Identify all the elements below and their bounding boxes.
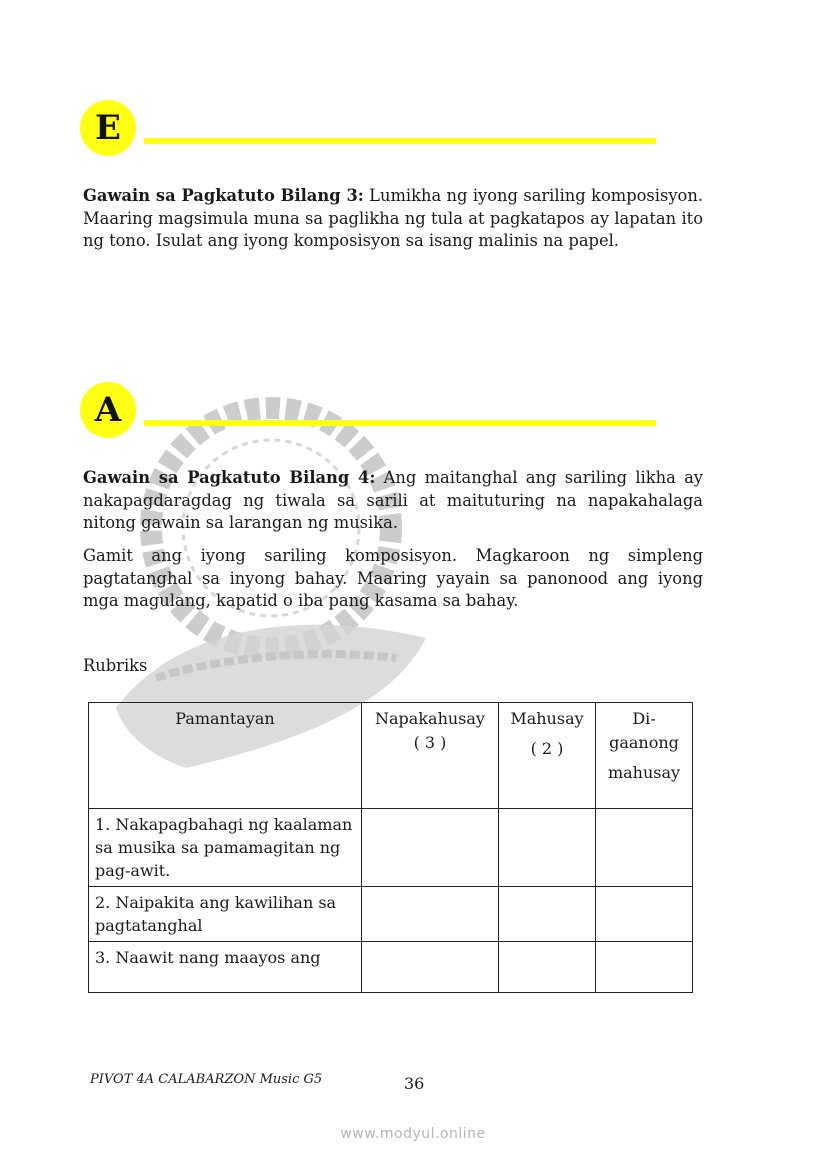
activity-4-paragraph	[83, 467, 703, 535]
website-url: www.modyul.online	[340, 1126, 486, 1142]
criteria-cell-3: 3. Naawit nang maayos ang	[89, 942, 362, 993]
score-cell	[362, 809, 499, 887]
score-cell	[596, 942, 693, 993]
score-cell	[499, 942, 596, 993]
score-cell	[362, 887, 499, 942]
score-cell	[499, 809, 596, 887]
header-di-gaanong-mahusay	[596, 703, 693, 809]
header-mahusay-score: ( 2 )	[530, 739, 564, 758]
section-e-badge: E	[80, 100, 136, 156]
rubric-table	[88, 702, 693, 993]
header-criteria: Pamantayan	[89, 703, 362, 809]
footer-source: PIVOT 4A CALABARZON Music G5	[90, 1072, 323, 1087]
header-h3-line2: gaanong	[609, 733, 679, 752]
score-cell	[499, 887, 596, 942]
header-mahusay	[499, 703, 596, 809]
table-row	[89, 887, 693, 942]
header-h3-line1: Di-	[632, 709, 656, 728]
score-cell	[596, 887, 693, 942]
section-a-badge: A	[80, 382, 136, 438]
rubric-header-row	[89, 703, 693, 809]
section-a-header	[80, 382, 660, 438]
header-h3-line3: mahusay	[607, 763, 681, 782]
table-row	[89, 809, 693, 887]
score-cell	[362, 942, 499, 993]
section-e-line	[144, 138, 656, 144]
activity-4-text: Ang maitanghal ang sariling likha ay nakapagdaragdag ng tiwala sa sarili at maituturing na napakahalaga nitong gawain sa larangan ng musika.	[83, 468, 703, 532]
criteria-cell-1: 1. Nakapagbahagi ng kaalaman sa musika sa pamamagitan ng pag-awit.	[89, 809, 362, 887]
header-napakahusay	[362, 703, 499, 809]
activity-3-title: Gawain sa Pagkatuto Bilang 3:	[83, 186, 364, 205]
rubric-label: Rubriks	[83, 656, 148, 675]
score-cell	[596, 809, 693, 887]
activity-3-text: Lumikha ng iyong sariling komposisyon. Maaring magsimula muna sa paglikha ng tula at pagkatapos ay lapatan ito ng tono. Isulat ang iyong komposisyon sa isang malinis na papel.	[83, 186, 703, 250]
header-napakahusay-name: Napakahusay	[375, 709, 485, 728]
activity-4-title: Gawain sa Pagkatuto Bilang 4:	[83, 468, 376, 487]
activity-3-paragraph	[83, 185, 703, 253]
activity-4-paragraph-2: Gamit ang iyong sariling komposisyon. Magkaroon ng simpleng pagtatanghal sa inyong bahay. Maaring yayain sa panonood ang iyong mga magulang, kapatid o iba pang kasama sa bahay.	[83, 546, 703, 610]
page-number: 36	[404, 1074, 425, 1093]
section-a-line	[144, 420, 656, 426]
criteria-cell-2: 2. Naipakita ang kawilihan sa pagtatanghal	[89, 887, 362, 942]
section-e-header	[80, 100, 660, 156]
table-row	[89, 942, 693, 993]
header-napakahusay-score: ( 3 )	[413, 733, 447, 752]
header-mahusay-name: Mahusay	[510, 709, 584, 728]
